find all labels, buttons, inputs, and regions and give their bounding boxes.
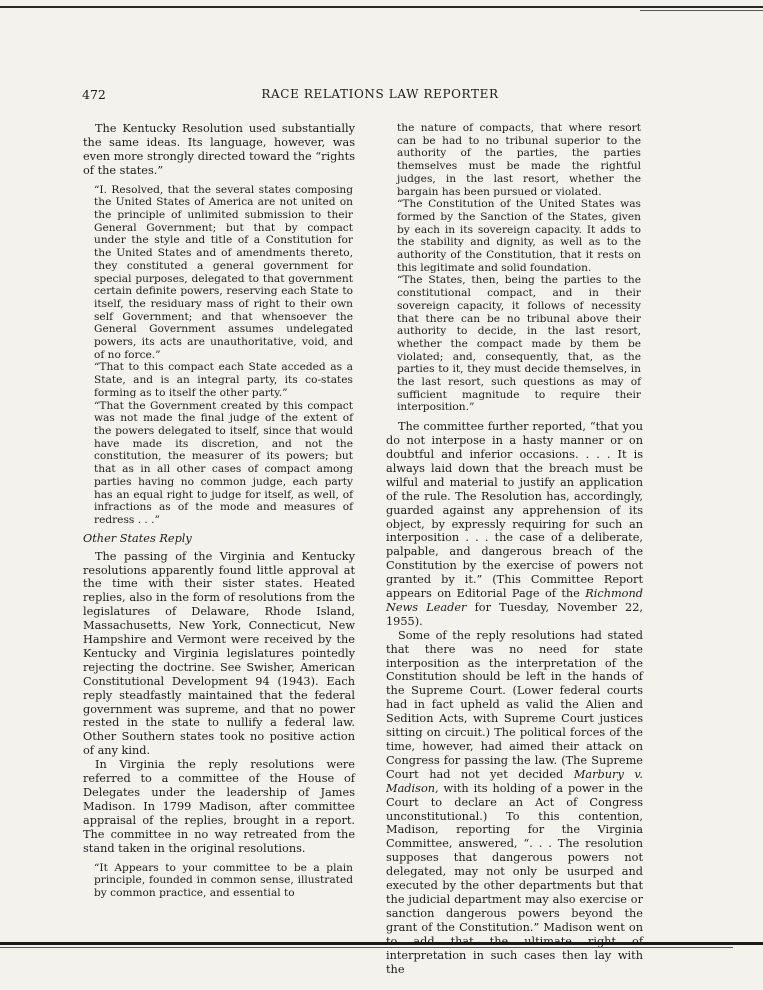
- quote-madison-report-cont: the nature of compacts, that where resort can be had to no tribunal superior to the authority of the parties, the parties themselves must be made the rightful judges, in the last resort, whether the bargain has been pursued or violated.: [397, 122, 641, 198]
- quote-states-parties: “The States, then, being the parties to the constitutional compact, and in their sovereign capacity, it follows of necessity that there can be no tribunal above their authority to decide, in the last resort, whether the compact made by them be violated; and, consequently, that, as the parties to it, they must decide themselves, in the last resort, such questions as may of sufficient magnitude to require their interposition.”: [397, 274, 641, 414]
- section-heading-other-states-reply: Other States Reply: [83, 531, 192, 545]
- right-column: [386, 122, 643, 976]
- top-rule: [0, 6, 763, 8]
- text-run: with its holding of a power in the Court to declare an Act of Congress unconstitutional.) To this contention, Madison, reporting for the Virginia Committee, answered, “. . . The resolution supposes that dangerous powers not delegated, may not only be usurped and executed by the other departments but that the judicial department may also exercise or sanction dangerous powers beyond the grant of the Constitution.” Madison went on interpretation in such cases then lay with the: [386, 781, 643, 976]
- quote-kentucky-resolution-3: “That the Government created by this compact was not made the final judge of the extent of the powers delegated to itself, since that would have made its discretion, and not the constitution, the measurer of its powers; but that as in all other cases of compact among parties having no common judge, each party has an equal right to judge for itself, as well, of infractions as of the mode and measures of redress . . .”: [94, 399, 353, 526]
- left-column: [83, 122, 355, 900]
- quote-kentucky-resolution-2: “That to this compact each State acceded as a State, and is an integral party, its co-states forming as to itself the other party.”: [94, 361, 353, 399]
- top-rule-secondary: [640, 10, 763, 11]
- quote-kentucky-resolution-1: “I. Resolved, that the several states composing the United States of America are not united on the principle of unlimited submission to their General Government; but that by compact under the style and title of a Constitution for the United States and of amendments thereto, they constituted a general government for special purposes, delegated to that government certain definite powers, reserving each State to itself, the residuary mass of right to their own self Government; and that whensoever the General Government assumes undelegated powers, its acts are unauthoritative, void, and of no force.”: [94, 183, 353, 361]
- page-number: 472: [82, 87, 106, 102]
- paragraph-reply-resolutions: [386, 629, 643, 977]
- paragraph-kentucky-intro: The Kentucky Resolution used substantially the same ideas. Its language, however, was even more strongly directed toward the “rights of the states.”: [83, 122, 355, 177]
- text-run: The committee further reported, “that you do not interpose in a hasty manner or on doubtful and inferior occasions. . . . It is always laid down that the breach must be wilful and material to justify an application of the rule. The Resolution has, accordingly, guarded against any apprehension of its object, by expressly requiring for such an interposition . . . the case of a deliberate, palpable, and dangerous breach of the Constitution by the exercise of powers not granted by it.” (This Committee Report appears on Editorial Page of the: [386, 420, 643, 601]
- paragraph-other-states: The passing of the Virginia and Kentucky resolutions apparently found little approval at the time with their sister states. Heated replies, also in the form of resolutions from the legislatures of Delaware, Rhode Island, Massachusetts, New York, Connecticut, New Hampshire and Vermont were received by the Kentucky and Virginia legislatures pointedly rejecting the doctrine. See Swisher, American Constitutional Development 94 (1943). Each reply steadfastly maintained that the federal government was supreme, and that no power rested in the state to nullify a federal law. Other Southern states took no positive action of any kind.: [83, 549, 355, 758]
- text-run: Some of the reply resolutions had stated that there was no need for state interposition as the interpretation of the Constitution should be left in the hands of the Supreme Court. (Lower federal courts had in fact upheld as valid the Alien and Sedition Acts, with Supreme Court justices sitting on circuit.) The political forces of the time, however, had aimed their attack on Congress for passing the law. (The Supreme Court had not yet decided: [386, 628, 643, 781]
- bottom-rule-secondary: [0, 947, 733, 948]
- quote-constitution-formed: “The Constitution of the United States was formed by the Sanction of the States, given by each in its sovereign capacity. It adds to the stability and dignity, as well as to the authority of the Constitution, that it rests on this legitimate and solid foundation.: [397, 198, 641, 274]
- paragraph-committee-further-reported: [386, 420, 643, 629]
- newspaper-title: Richmond News Leader: [386, 587, 643, 614]
- bottom-rule: [0, 942, 763, 945]
- paragraph-virginia-committee: In Virginia the reply resolutions were referred to a committee of the House of Delegates under the leadership of James Madison. In 1799 Madison, after committee appraisal of the replies, brought in a report. The committee in no way retreated from the stand taken in the original resolutions.: [83, 758, 355, 855]
- text-run: for Tuesday, November 22, 1955).: [386, 600, 643, 628]
- running-title: RACE RELATIONS LAW REPORTER: [261, 87, 499, 101]
- case-name: Marbury v. Madison,: [386, 767, 643, 795]
- quote-madison-report-start: “It Appears to your committee to be a plain principle, founded in common sense, illustrated by common practice, and essential to: [94, 861, 353, 899]
